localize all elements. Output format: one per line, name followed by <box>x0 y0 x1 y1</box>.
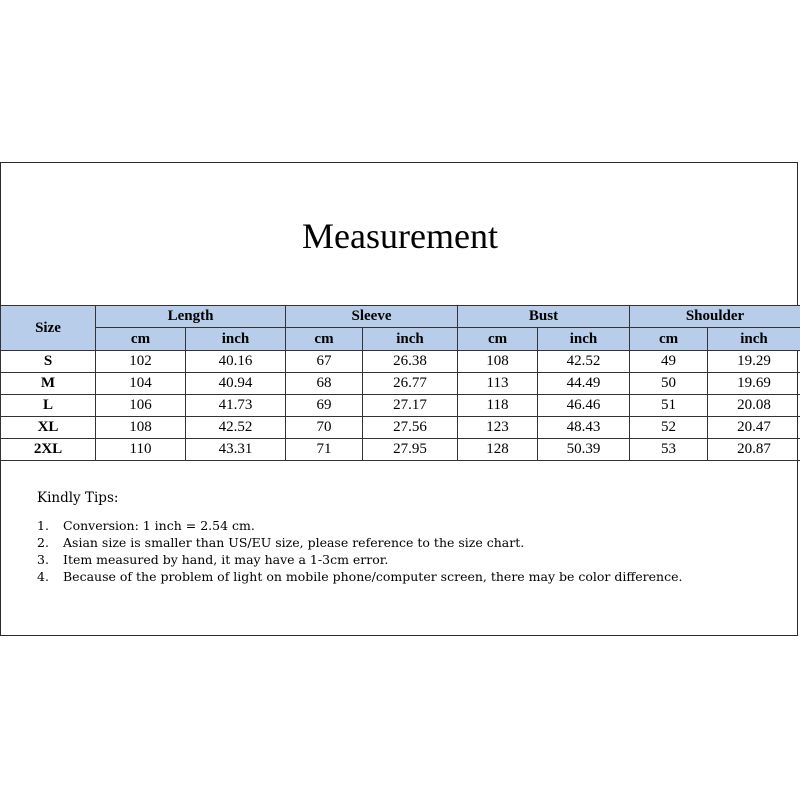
table-cell: 49 <box>630 351 708 373</box>
table-row <box>1 351 800 373</box>
size-label: XL <box>1 417 96 439</box>
unit-header: cm <box>286 328 363 351</box>
unit-header: cm <box>630 328 708 351</box>
table-cell: 20.08 <box>708 395 800 417</box>
list-item <box>37 568 777 585</box>
table-cell: 53 <box>630 439 708 461</box>
table-cell: 42.52 <box>186 417 286 439</box>
table-cell: 50.39 <box>538 439 630 461</box>
table-row <box>1 395 800 417</box>
table-cell: 41.73 <box>186 395 286 417</box>
size-label: S <box>1 351 96 373</box>
size-label: 2XL <box>1 439 96 461</box>
tip-text: Because of the problem of light on mobile phone/computer screen, there may be color difference. <box>63 569 683 584</box>
table-row <box>1 417 800 439</box>
size-table <box>0 305 800 461</box>
list-item <box>37 517 777 534</box>
table-cell: 108 <box>458 351 538 373</box>
table-cell: 26.77 <box>363 373 458 395</box>
page-title: Measurement <box>302 216 498 256</box>
table-cell: 70 <box>286 417 363 439</box>
unit-header: inch <box>363 328 458 351</box>
table-cell: 20.87 <box>708 439 800 461</box>
table-cell: 27.95 <box>363 439 458 461</box>
table-cell: 40.16 <box>186 351 286 373</box>
table-cell: 71 <box>286 439 363 461</box>
table-row <box>1 439 800 461</box>
table-cell: 43.31 <box>186 439 286 461</box>
table-cell: 42.52 <box>538 351 630 373</box>
tips-title: Kindly Tips: <box>37 490 119 506</box>
tip-number: 2. <box>37 535 49 550</box>
table-cell: 106 <box>96 395 186 417</box>
table-cell: 44.49 <box>538 373 630 395</box>
table-row <box>1 373 800 395</box>
group-header-sleeve: Sleeve <box>286 306 458 328</box>
table-cell: 123 <box>458 417 538 439</box>
table-cell: 128 <box>458 439 538 461</box>
group-header-length: Length <box>96 306 286 328</box>
unit-header: cm <box>96 328 186 351</box>
list-item <box>37 534 777 551</box>
size-label: L <box>1 395 96 417</box>
size-header: Size <box>1 306 96 351</box>
table-cell: 110 <box>96 439 186 461</box>
tip-text: Conversion: 1 inch = 2.54 cm. <box>63 518 255 533</box>
table-cell: 113 <box>458 373 538 395</box>
unit-header: cm <box>458 328 538 351</box>
table-cell: 27.17 <box>363 395 458 417</box>
tip-number: 4. <box>37 569 49 584</box>
table-cell: 19.29 <box>708 351 800 373</box>
table-cell: 50 <box>630 373 708 395</box>
table-cell: 69 <box>286 395 363 417</box>
size-label: M <box>1 373 96 395</box>
table-cell: 26.38 <box>363 351 458 373</box>
table-cell: 46.46 <box>538 395 630 417</box>
table-cell: 51 <box>630 395 708 417</box>
tip-number: 1. <box>37 518 49 533</box>
table-cell: 52 <box>630 417 708 439</box>
table-cell: 20.47 <box>708 417 800 439</box>
tips-list <box>37 517 777 585</box>
group-header-bust: Bust <box>458 306 630 328</box>
unit-header: inch <box>186 328 286 351</box>
table-cell: 102 <box>96 351 186 373</box>
table-cell: 27.56 <box>363 417 458 439</box>
list-item <box>37 551 777 568</box>
unit-header: inch <box>538 328 630 351</box>
unit-header: inch <box>708 328 800 351</box>
table-cell: 48.43 <box>538 417 630 439</box>
tips-section <box>37 489 777 585</box>
table-cell: 104 <box>96 373 186 395</box>
table-cell: 108 <box>96 417 186 439</box>
table-cell: 68 <box>286 373 363 395</box>
table-cell: 118 <box>458 395 538 417</box>
tip-number: 3. <box>37 552 49 567</box>
tip-text: Item measured by hand, it may have a 1-3cm error. <box>63 552 389 567</box>
group-header-shoulder: Shoulder <box>630 306 800 328</box>
table-cell: 40.94 <box>186 373 286 395</box>
table-cell: 19.69 <box>708 373 800 395</box>
tip-text: Asian size is smaller than US/EU size, please reference to the size chart. <box>63 535 525 550</box>
table-cell: 67 <box>286 351 363 373</box>
